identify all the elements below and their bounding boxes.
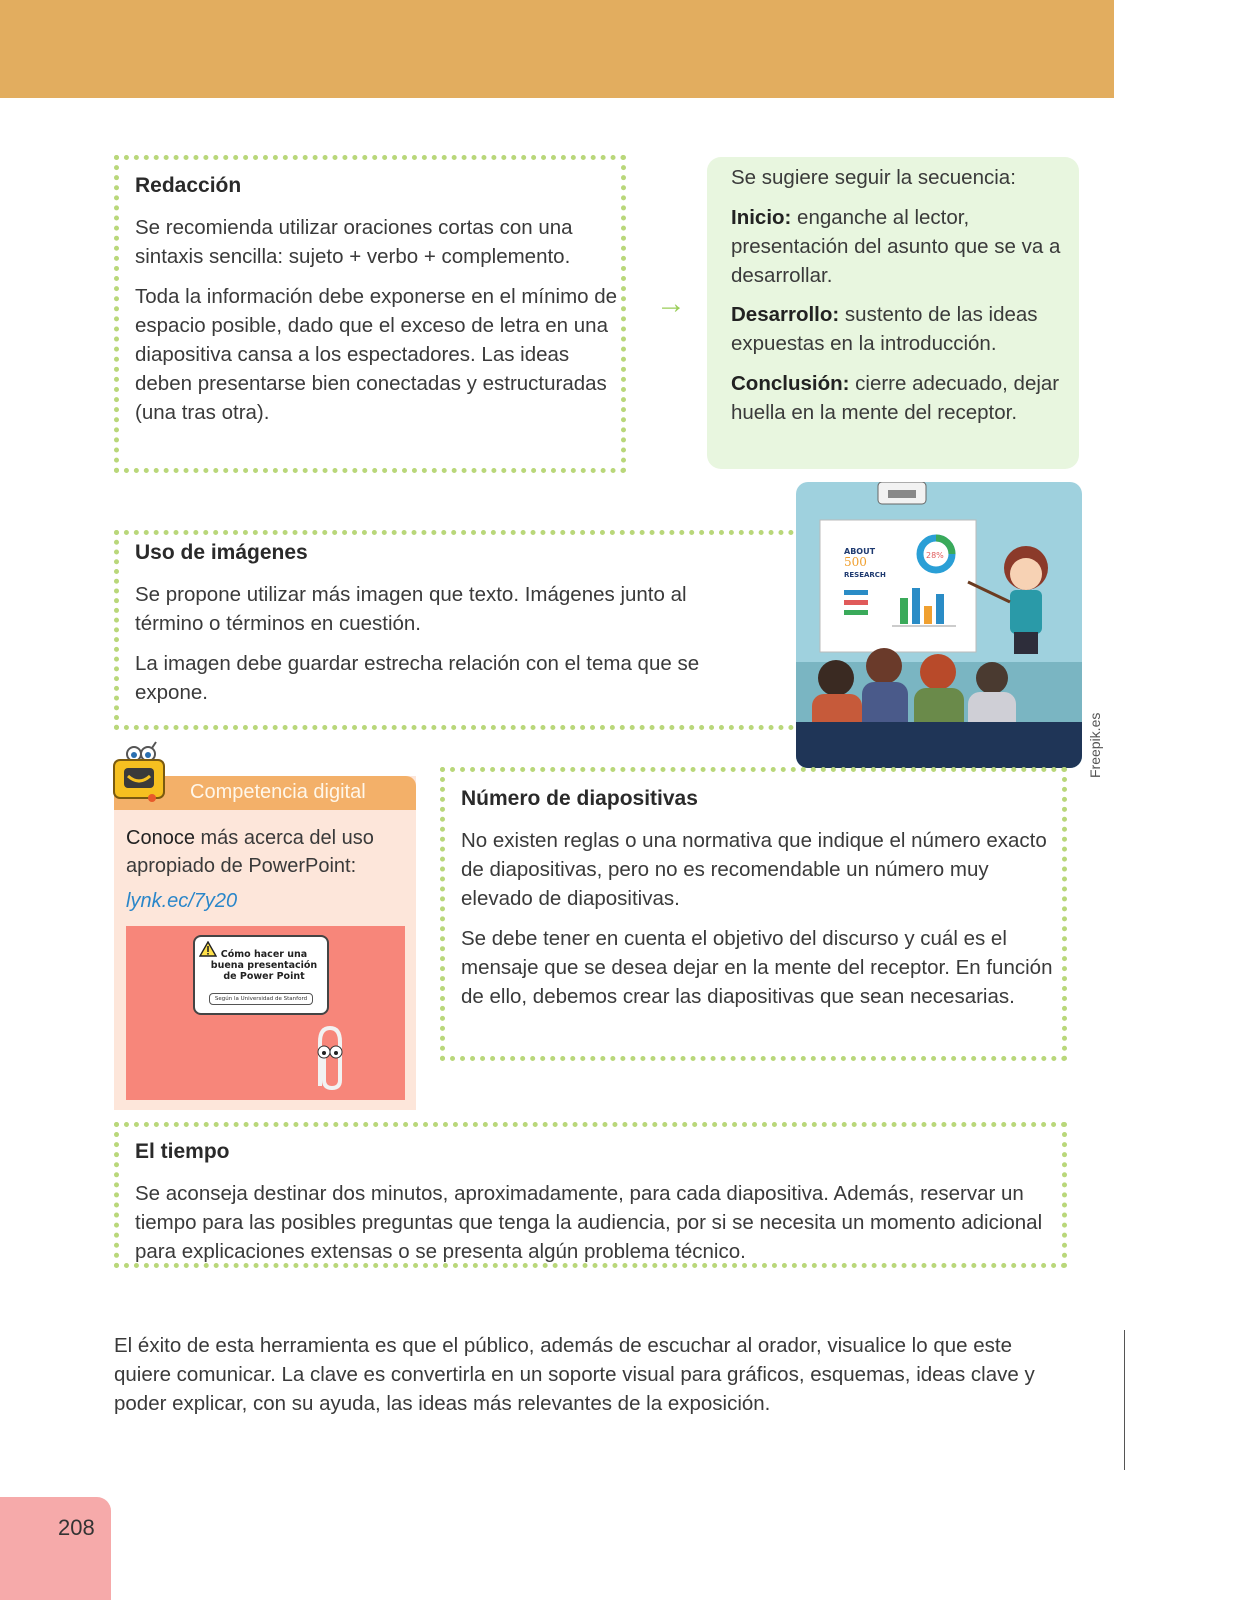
sequence-intro: Se sugiere seguir la secuencia: bbox=[731, 166, 1016, 189]
imagenes-paragraph-1: Se propone utilizar más imagen que texto. Imágenes junto al término o términos en cuestión. bbox=[135, 583, 687, 635]
redaccion-body bbox=[135, 213, 625, 438]
board-line-3: RESEARCH bbox=[844, 571, 886, 579]
board-line-1: ABOUT bbox=[844, 547, 876, 556]
conclusion-text: cierre adecuado, dejar huella en la mente del receptor. bbox=[731, 372, 1060, 424]
header-band bbox=[0, 0, 1114, 98]
desarrollo-label: Desarrollo: bbox=[731, 303, 840, 326]
conclusion-label: Conclusión: bbox=[731, 372, 850, 395]
page-edge-line bbox=[1124, 1330, 1125, 1470]
numero-paragraph-1: No existen reglas o una normativa que indique el número exacto de diapositivas, pero no es recomendable un número muy elevado de diapositivas. bbox=[461, 829, 1047, 910]
imagenes-title: Uso de imágenes bbox=[135, 541, 308, 564]
imagenes-body bbox=[135, 580, 735, 718]
sequence-desarrollo bbox=[731, 300, 1066, 358]
robot-mascot-icon bbox=[108, 738, 178, 808]
tiempo-title: El tiempo bbox=[135, 1140, 230, 1163]
arrow-right-icon: → bbox=[656, 287, 686, 320]
donut-label: 28% bbox=[926, 551, 944, 560]
bubble-title: Cómo hacer una buena presentación de Power Point bbox=[210, 949, 318, 982]
redaccion-paragraph-1: Se recomienda utilizar oraciones cortas con una sintaxis sencilla: sujeto + verbo + complemento. bbox=[135, 216, 573, 268]
numero-body bbox=[461, 826, 1053, 1022]
competencia-link[interactable]: lynk.ec/7y20 bbox=[126, 890, 238, 912]
speech-bubble bbox=[193, 935, 329, 1015]
board-line-2: 500 bbox=[844, 555, 867, 569]
freepik-credit-text: Freepik.es bbox=[1087, 712, 1103, 778]
tiempo-paragraph-1: Se aconseja destinar dos minutos, aproximadamente, para cada diapositiva. Además, reservar un tiempo para las posibles preguntas que tenga la audiencia, por si se necesita un momento adicional para explicaciones extensas o se presenta algún problema técnico. bbox=[135, 1182, 1043, 1263]
page-number-tab bbox=[0, 1497, 111, 1600]
tiempo-body bbox=[135, 1179, 1050, 1277]
powerpoint-thumbnail[interactable] bbox=[126, 926, 405, 1100]
sequence-conclusion bbox=[731, 369, 1066, 427]
competencia-header-label: Competencia digital bbox=[190, 781, 366, 803]
presentation-illustration bbox=[796, 482, 1082, 768]
competencia-bold: Conoce bbox=[126, 827, 195, 849]
sequence-panel bbox=[707, 157, 1079, 469]
numero-paragraph-2: Se debe tener en cuenta el objetivo del discurso y cuál es el mensaje que se desea dejar en la mente del receptor. En función de ello, debemos crear las diapositivas que sean necesarias. bbox=[461, 927, 1053, 1008]
numero-title: Número de diapositivas bbox=[461, 787, 698, 810]
inicio-text: enganche al lector, presentación del asunto que se va a desarrollar. bbox=[731, 206, 1061, 287]
inicio-label: Inicio: bbox=[731, 206, 792, 229]
competencia-rest: más acerca del uso apropiado de PowerPoint: bbox=[126, 827, 374, 877]
sequence-inicio bbox=[731, 203, 1066, 290]
closing-paragraph: El éxito de esta herramienta es que el público, además de escuchar al orador, visualice lo que este quiere comunicar. La clave es convertirla en un soporte visual para gráficos, esquemas, ideas clave y poder explicar, con su ayuda, las ideas más relevantes de la exposición. bbox=[114, 1334, 1035, 1415]
desarrollo-text: sustento de las ideas expuestas en la introducción. bbox=[731, 303, 1038, 355]
redaccion-paragraph-2: Toda la información debe exponerse en el mínimo de espacio posible, dado que el exceso de letra en una diapositiva cansa a los espectadores. Las ideas deben presentarse bien conectadas y estructuradas (una tras otra). bbox=[135, 285, 618, 424]
presentation-scene-icon bbox=[796, 482, 1082, 768]
freepik-credit bbox=[1085, 690, 1105, 780]
imagenes-paragraph-2: La imagen debe guardar estrecha relación con el tema que se expone. bbox=[135, 652, 700, 704]
competencia-digital-card bbox=[114, 776, 416, 1110]
competencia-text bbox=[126, 824, 406, 880]
page-number: 208 bbox=[58, 1515, 95, 1540]
redaccion-title: Redacción bbox=[135, 174, 242, 197]
bubble-subtitle: Según la Universidad de Stanford bbox=[209, 993, 313, 1005]
paperclip-icon bbox=[302, 1022, 352, 1092]
